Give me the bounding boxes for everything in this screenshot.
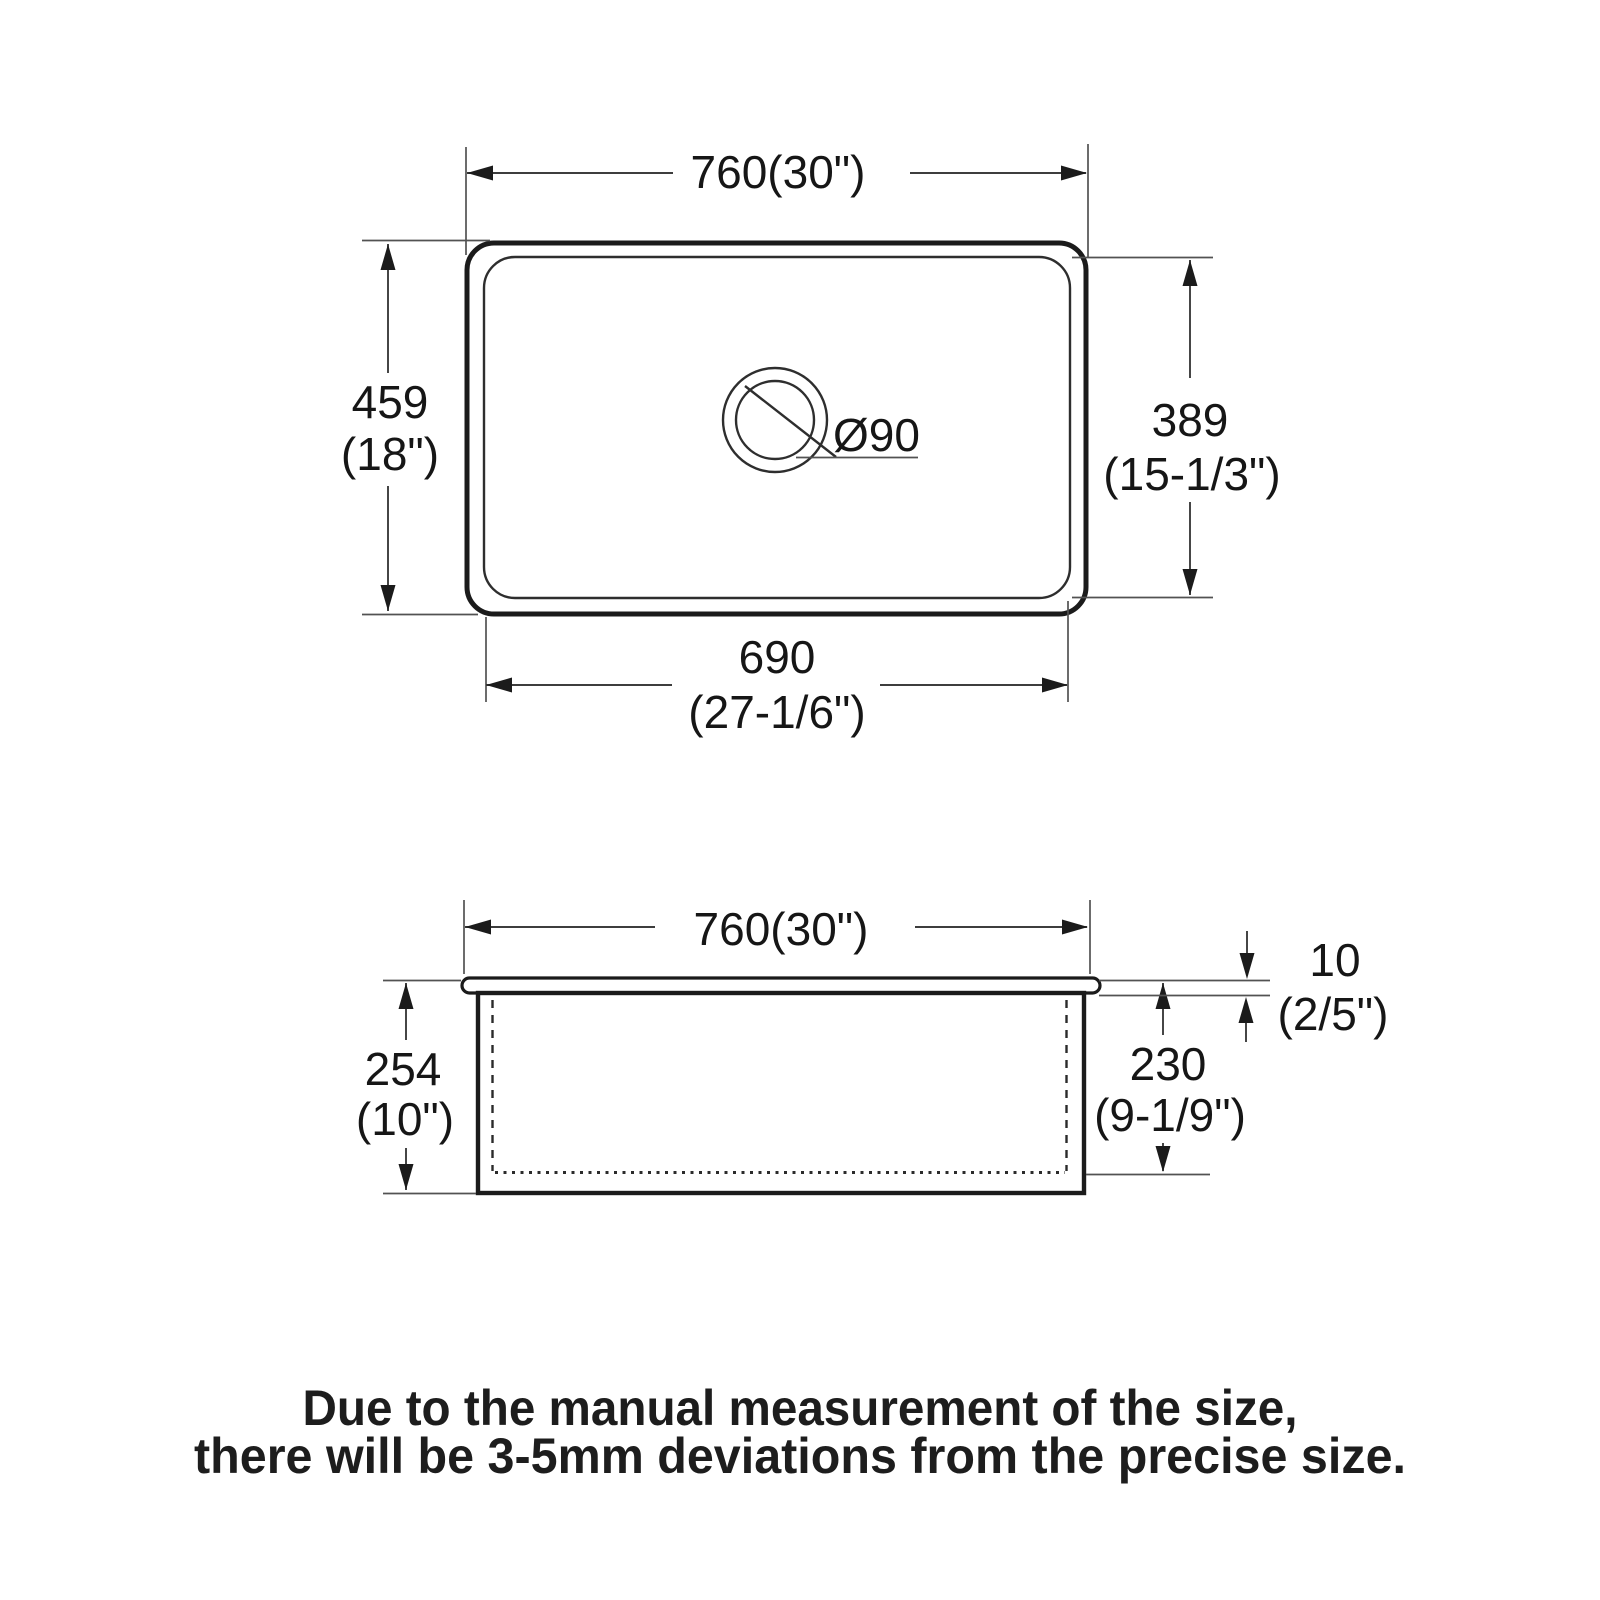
outer-height-value: 459 bbox=[351, 376, 429, 428]
arrowhead-down bbox=[1156, 1146, 1171, 1172]
top-view-inner-height-dimension bbox=[1072, 258, 1281, 598]
top-view bbox=[341, 144, 1281, 738]
arrowhead-up bbox=[399, 983, 414, 1009]
front-view-height-dimension bbox=[356, 981, 476, 1194]
rim-thickness-inches: (2/5") bbox=[1277, 988, 1389, 1040]
disclaimer-line-1: Due to the manual measurement of the size, bbox=[302, 1380, 1298, 1436]
arrowhead-right bbox=[1061, 166, 1087, 181]
arrowhead-down bbox=[399, 1164, 414, 1190]
front-view-width-dimension bbox=[464, 900, 1090, 974]
disclaimer-text bbox=[194, 1380, 1406, 1484]
outer-height-inches: (18") bbox=[340, 428, 440, 480]
front-view-width-label: 760(30") bbox=[693, 903, 869, 955]
arrowhead-down bbox=[1183, 569, 1198, 595]
inner-width-inches: (27-1/6") bbox=[688, 686, 866, 738]
front-view-rim-outline bbox=[462, 978, 1100, 993]
rim-thickness-value: 10 bbox=[1309, 934, 1361, 986]
drain-outer-circle bbox=[723, 368, 827, 472]
drain-inner-circle bbox=[736, 381, 814, 459]
arrowhead-left bbox=[486, 678, 512, 693]
inner-height-value: 389 bbox=[1151, 394, 1229, 446]
inner-width-value: 690 bbox=[738, 631, 816, 683]
arrowhead-up bbox=[1239, 997, 1254, 1023]
front-view-rim-thickness-dimension bbox=[1099, 931, 1388, 1042]
arrowhead-down bbox=[1240, 953, 1255, 979]
arrowhead-right bbox=[1062, 920, 1088, 935]
drain-symbol bbox=[723, 368, 920, 472]
top-view-width-label: 760(30") bbox=[690, 146, 866, 198]
front-view bbox=[356, 900, 1389, 1194]
top-view-inner-bowl-outline bbox=[484, 257, 1070, 598]
arrowhead-up bbox=[381, 244, 396, 270]
bowl-depth-value: 230 bbox=[1129, 1038, 1207, 1090]
top-view-inner-width-dimension bbox=[486, 601, 1068, 738]
inner-height-inches: (15-1/3") bbox=[1103, 448, 1281, 500]
arrowhead-down bbox=[381, 585, 396, 611]
overall-height-inches: (10") bbox=[355, 1093, 455, 1145]
arrowhead-left bbox=[467, 166, 493, 181]
top-view-outer-rim-outline bbox=[467, 243, 1086, 614]
disclaimer-line-2: there will be 3-5mm deviations from the precise size. bbox=[194, 1428, 1406, 1484]
drain-diameter-label: Ø90 bbox=[833, 409, 920, 461]
front-view-body-outline bbox=[478, 993, 1084, 1193]
arrowhead-left bbox=[465, 920, 491, 935]
arrowhead-up bbox=[1183, 260, 1198, 286]
overall-height-value: 254 bbox=[364, 1043, 442, 1095]
front-view-bowl-depth-dimension bbox=[1086, 983, 1246, 1175]
arrowhead-right bbox=[1042, 678, 1068, 693]
bowl-depth-inches: (9-1/9") bbox=[1094, 1089, 1246, 1141]
